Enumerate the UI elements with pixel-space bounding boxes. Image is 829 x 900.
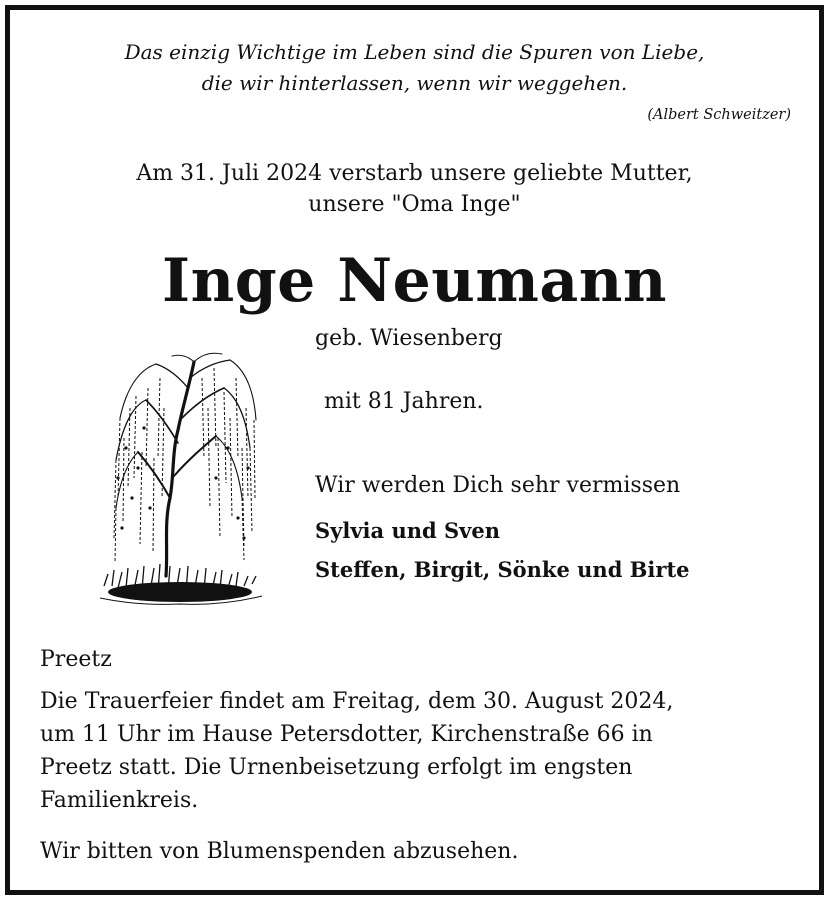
announcement-line-2: unsere "Oma Inge": [308, 192, 521, 217]
weeping-willow-icon: [98, 348, 266, 630]
place: Preetz: [40, 647, 112, 672]
age-at-death: mit 81 Jahren.: [324, 389, 484, 414]
funeral-line-1: Die Trauerfeier findet am Freitag, dem 30. August 2024,: [40, 689, 674, 714]
mourners-line-1: Sylvia und Sven: [315, 518, 500, 543]
funeral-line-4: Familienkreis.: [40, 788, 199, 813]
birth-name: geb. Wiesenberg: [315, 326, 503, 351]
deceased-name: Inge Neumann: [162, 246, 667, 316]
quote: [10, 37, 819, 99]
mourning-message: Wir werden Dich sehr vermissen: [315, 473, 681, 498]
obituary-notice: [5, 5, 824, 895]
death-announcement: [10, 158, 819, 220]
funeral-line-2: um 11 Uhr im Hause Petersdotter, Kirchenstraße 66 in: [40, 722, 653, 747]
flowers-request: Wir bitten von Blumenspenden abzusehen.: [40, 839, 519, 864]
announcement-line-1: Am 31. Juli 2024 verstarb unsere geliebte Mutter,: [136, 161, 693, 186]
funeral-details: [40, 685, 780, 817]
quote-author: (Albert Schweitzer): [647, 107, 791, 123]
funeral-line-3: Preetz statt. Die Urnenbeisetzung erfolgt im engsten: [40, 755, 633, 780]
quote-line-2: die wir hinterlassen, wenn wir weggehen.: [201, 71, 628, 95]
quote-line-1: Das einzig Wichtige im Leben sind die Spuren von Liebe,: [124, 40, 705, 64]
mourners-line-2: Steffen, Birgit, Sönke und Birte: [315, 557, 690, 582]
